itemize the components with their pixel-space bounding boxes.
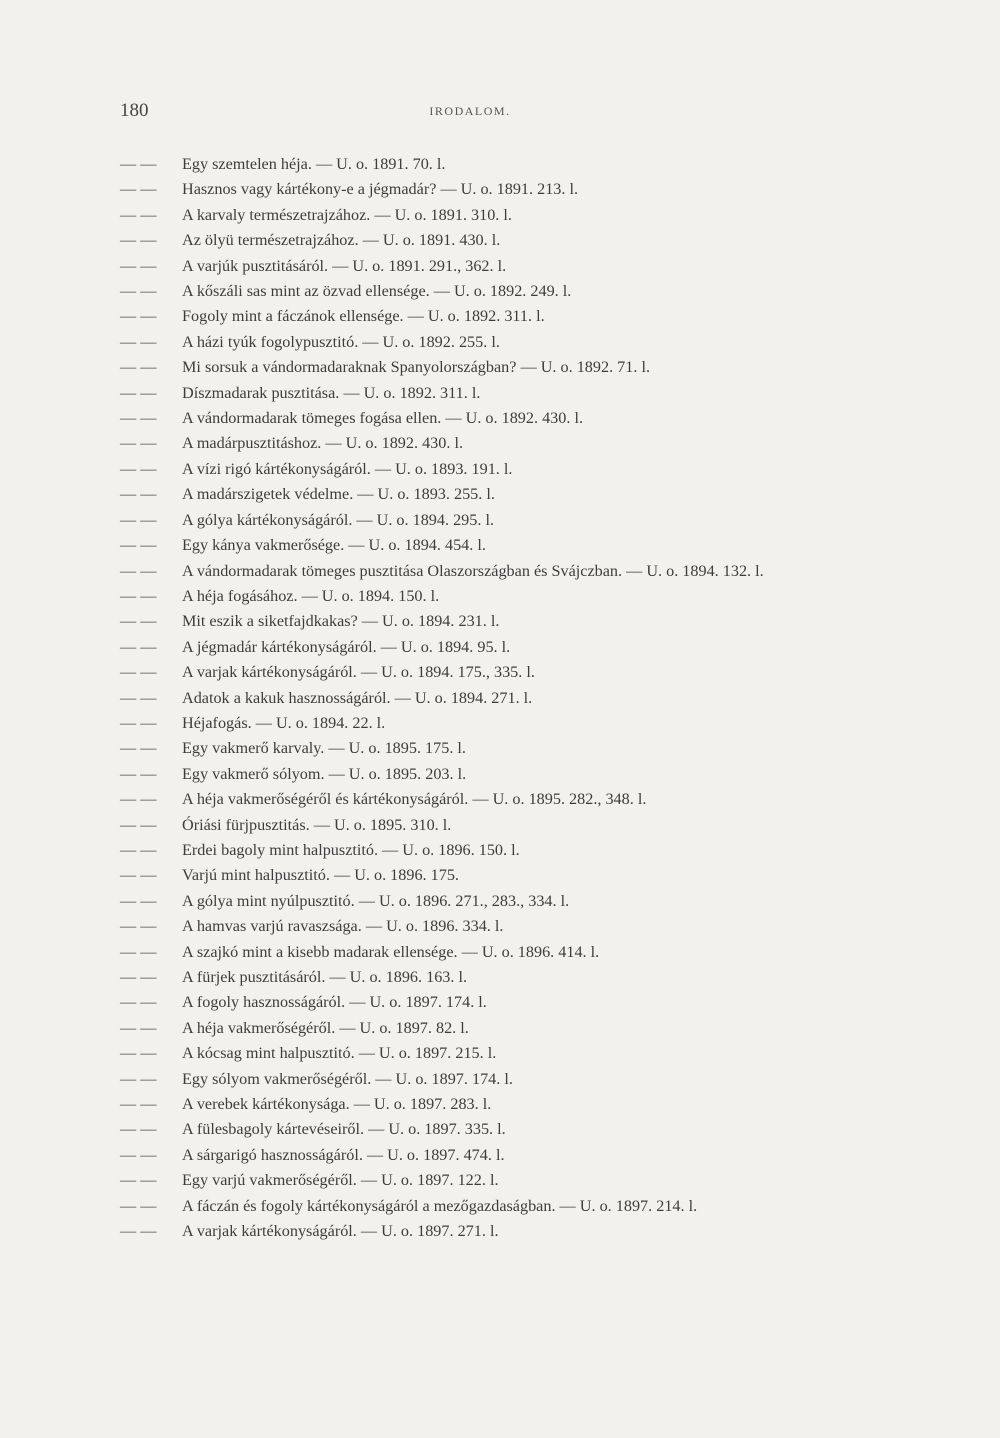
bibliography-entry [120,304,880,329]
entry-text: Óriási fürjpusztitás. — U. o. 1895. 310. l. [182,815,452,834]
entry-text: A kócsag mint halpusztitó. — U. o. 1897. 215. l. [182,1044,497,1063]
ditto-dash: — — [120,917,157,936]
entry-text: Egy szemtelen héja. — U. o. 1891. 70. l. [182,155,446,173]
ditto-dash: — — [120,561,157,580]
ditto-dash: — — [120,383,157,402]
running-head: IRODALOM. [429,104,511,118]
bibliography-entry [120,1016,880,1041]
entry-text: Az ölyü természetrajzához. — U. o. 1891. 430. l. [182,231,501,250]
entry-text: Egy kánya vakmerősége. — U. o. 1894. 454. l. [182,536,486,555]
bibliography-entry [120,559,880,584]
entry-text: Egy sólyom vakmerőségéről. — U. o. 1897. 174. l. [182,1069,513,1088]
ditto-dash: — — [120,485,157,504]
ditto-dash: — — [120,1222,157,1241]
entry-text: A fogoly hasznosságáról. — U. o. 1897. 174. l. [182,993,487,1012]
entry-text: Egy varjú vakmerőségéről. — U. o. 1897. 122. l. [182,1171,499,1190]
ditto-dash: — — [120,764,157,783]
entry-text: A jégmadár kártékonyságáról. — U. o. 1894. 95. l. [182,637,511,656]
ditto-dash: — — [120,1095,157,1114]
entry-text: Varjú mint halpusztitó. — U. o. 1896. 175. [182,866,459,885]
ditto-dash: — — [120,586,157,605]
bibliography-entry [120,1067,880,1092]
bibliography-entry [120,584,880,609]
entry-text: A varjak kártékonyságáról. — U. o. 1894. 175., 335. l. [182,663,535,682]
ditto-dash: — — [120,663,157,682]
bibliography-list [120,152,880,1244]
entry-text: A madárpusztitáshoz. — U. o. 1892. 430. l. [182,434,463,453]
bibliography-entry [120,838,880,863]
bibliography-entry [120,330,880,355]
ditto-dash: — — [120,1120,157,1139]
bibliography-entry [120,1092,880,1117]
bibliography-entry [120,762,880,787]
entry-text: Erdei bagoly mint halpusztitó. — U. o. 1896. 150. l. [182,840,520,859]
ditto-dash: — — [120,459,157,478]
ditto-dash: — — [120,332,157,351]
bibliography-entry [120,254,880,279]
entry-text: A varjak kártékonyságáról. — U. o. 1897. 271. l. [182,1222,499,1241]
entry-text: A héja vakmerőségéről. — U. o. 1897. 82. l. [182,1018,469,1037]
entry-text: A szajkó mint a kisebb madarak ellensége. — U. o. 1896. 414. l. [182,942,600,961]
bibliography-entry [120,965,880,990]
entry-text: Héjafogás. — U. o. 1894. 22. l. [182,713,386,732]
ditto-dash: — — [120,612,157,631]
bibliography-entry [120,177,880,202]
bibliography-entry [120,736,880,761]
ditto-dash: — — [120,1069,157,1088]
ditto-dash: — — [120,307,157,326]
bibliography-entry [120,406,880,431]
bibliography-entry [120,1194,880,1219]
bibliography-entry [120,889,880,914]
entry-text: A héja vakmerőségéről és kártékonyságáról. — U. o. 1895. 282., 348. l. [182,790,647,809]
entry-text: Egy vakmerő sólyom. — U. o. 1895. 203. l. [182,764,467,783]
bibliography-entry [120,279,880,304]
ditto-dash: — — [120,231,157,250]
bibliography-entry [120,787,880,812]
bibliography-entry [120,686,880,711]
entry-text: Mit eszik a siketfajdkakas? — U. o. 1894. 231. l. [182,612,500,631]
ditto-dash: — — [120,1196,157,1215]
ditto-dash: — — [120,891,157,910]
bibliography-entry [120,1219,880,1244]
ditto-dash: — — [120,1145,157,1164]
ditto-dash: — — [120,840,157,859]
entry-text: Egy vakmerő karvaly. — U. o. 1895. 175. l. [182,739,466,758]
bibliography-entry [120,152,880,177]
ditto-dash: — — [120,1018,157,1037]
entry-text: A héja fogásához. — U. o. 1894. 150. l. [182,586,440,605]
ditto-dash: — — [120,637,157,656]
bibliography-entry [120,1168,880,1193]
ditto-dash: — — [120,968,157,986]
ditto-dash: — — [120,1171,157,1190]
ditto-dash: — — [120,739,157,758]
ditto-dash: — — [120,866,157,885]
ditto-dash: — — [120,282,157,301]
entry-text: A verebek kártékonysága. — U. o. 1897. 283. l. [182,1095,492,1114]
bibliography-entry [120,914,880,939]
bibliography-entry [120,203,880,228]
entry-text: A hamvas varjú ravaszsága. — U. o. 1896. 334. l. [182,917,504,936]
ditto-dash: — — [120,256,157,275]
entry-text: Fogoly mint a fáczánok ellensége. — U. o. 1892. 311. l. [182,307,545,326]
ditto-dash: — — [120,358,157,377]
entry-text: A sárgarigó hasznosságáról. — U. o. 1897. 474. l. [182,1145,505,1164]
bibliography-entry [120,355,880,380]
entry-text: Díszmadarak pusztitása. — U. o. 1892. 311. l. [182,383,481,402]
bibliography-entry [120,635,880,660]
entry-text: A gólya kártékonyságáról. — U. o. 1894. 295. l. [182,510,495,529]
bibliography-entry [120,533,880,558]
bibliography-entry [120,1117,880,1142]
ditto-dash: — — [120,942,157,961]
bibliography-entry [120,990,880,1015]
entry-text: A varjúk pusztitásáról. — U. o. 1891. 291., 362. l. [182,256,507,275]
entry-text: Hasznos vagy kártékony-e a jégmadár? — U. o. 1891. 213. l. [182,180,579,199]
entry-text: A vízi rigó kártékonyságáról. — U. o. 1893. 191. l. [182,459,513,478]
entry-text: A vándormadarak tömeges fogása ellen. — U. o. 1892. 430. l. [182,409,583,428]
ditto-dash: — — [120,205,157,224]
bibliography-entry [120,609,880,634]
entry-text: A gólya mint nyúlpusztitó. — U. o. 1896. 271., 283., 334. l. [182,891,570,910]
bibliography-entry [120,457,880,482]
bibliography-entry [120,863,880,888]
entry-text: A fülesbagoly kártevéseiről. — U. o. 1897. 335. l. [182,1120,506,1139]
entry-text: A madárszigetek védelme. — U. o. 1893. 255. l. [182,485,495,504]
bibliography-entry [120,482,880,507]
ditto-dash: — — [120,713,157,732]
ditto-dash: — — [120,180,157,199]
bibliography-entry [120,1143,880,1168]
page-header [120,100,880,126]
entry-text: Mi sorsuk a vándormadaraknak Spanyolországban? — U. o. 1892. 71. l. [182,358,650,377]
page-number: 180 [120,100,149,121]
ditto-dash: — — [120,434,157,453]
entry-text: A házi tyúk fogolypusztitó. — U. o. 1892. 255. l. [182,332,500,351]
entry-text: A kőszáli sas mint az özvad ellensége. — U. o. 1892. 249. l. [182,282,572,301]
entry-text: A fürjek pusztitásáról. — U. o. 1896. 163. l. [182,968,468,986]
bibliography-entry [120,1041,880,1066]
entry-text: A fáczán és fogoly kártékonyságáról a mezőgazdaságban. — U. o. 1897. 214. l. [182,1196,698,1215]
bibliography-entry [120,228,880,253]
bibliography-entry [120,381,880,406]
bibliography-entry [120,711,880,736]
ditto-dash: — — [120,155,157,173]
bibliography-entry [120,813,880,838]
ditto-dash: — — [120,688,157,707]
bibliography-entry [120,431,880,456]
ditto-dash: — — [120,815,157,834]
ditto-dash: — — [120,993,157,1012]
ditto-dash: — — [120,1044,157,1063]
ditto-dash: — — [120,536,157,555]
bibliography-entry [120,508,880,533]
ditto-dash: — — [120,510,157,529]
ditto-dash: — — [120,790,157,809]
entry-text: A karvaly természetrajzához. — U. o. 1891. 310. l. [182,205,512,224]
ditto-dash: — — [120,409,157,428]
entry-text: A vándormadarak tömeges pusztitása Olaszországban és Svájczban. — U. o. 1894. 132. l. [182,561,764,580]
bibliography-entry [120,940,880,965]
entry-text: Adatok a kakuk hasznosságáról. — U. o. 1894. 271. l. [182,688,533,707]
bibliography-entry [120,660,880,685]
